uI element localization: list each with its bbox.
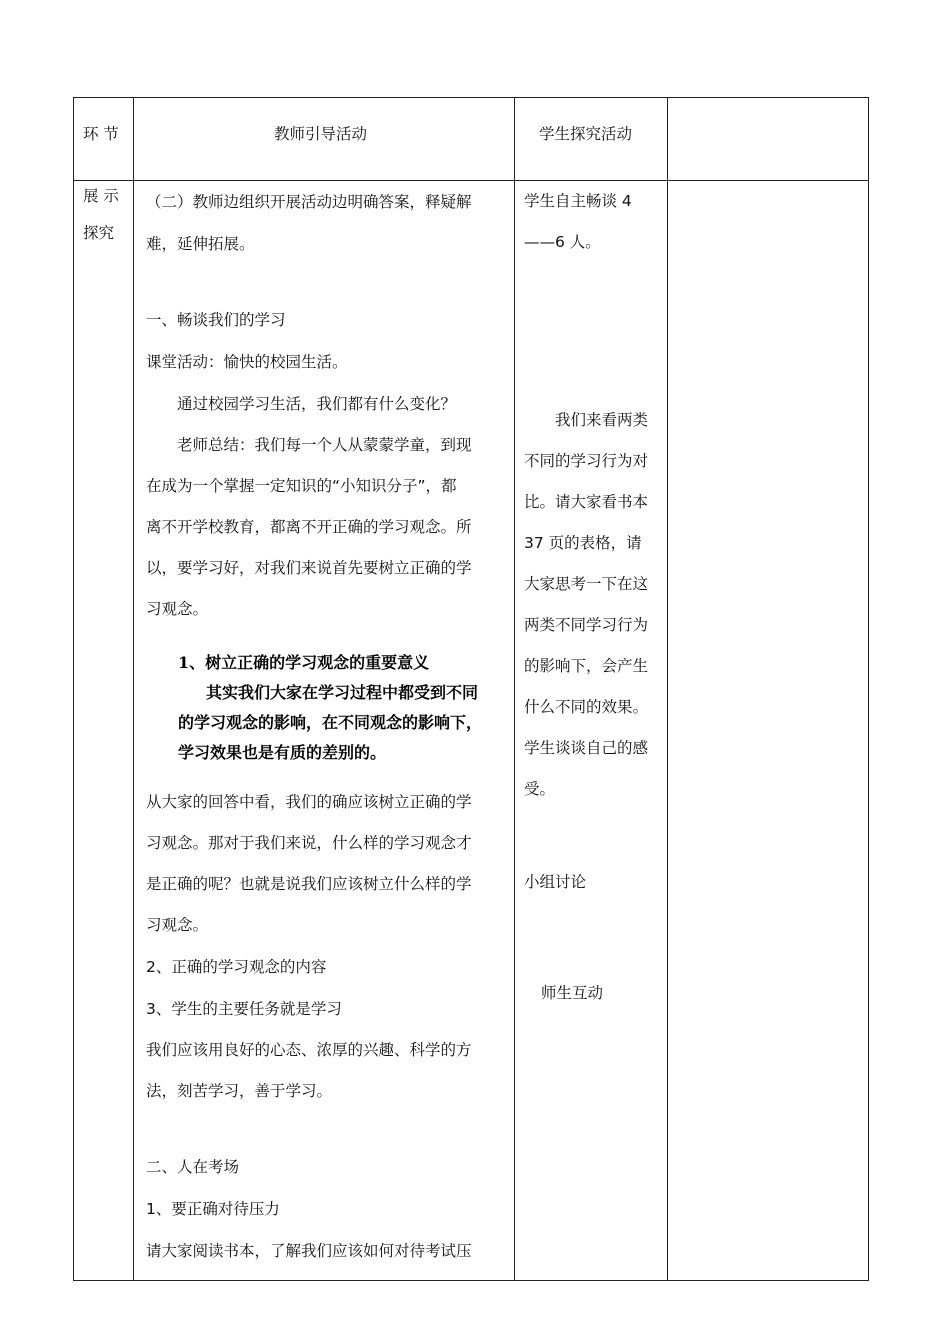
student-line: 我们来看两类 <box>555 411 649 429</box>
part1-title: 一、畅谈我们的学习 <box>146 311 286 329</box>
student-line: 的影响下，会产生 <box>524 657 649 675</box>
student-line: 比。请大家看书本 <box>524 493 649 511</box>
student-line: 小组讨论 <box>524 873 587 891</box>
header-teacher-activity: 教师引导活动 <box>274 125 368 143</box>
student-line: 什么不同的效果。 <box>524 698 649 716</box>
answer-line: 是正确的呢？也就是说我们应该树立什么样的学 <box>146 875 472 893</box>
callout-line: 其实我们大家在学习过程中都受到不同 <box>206 683 479 702</box>
method-line: 法，刻苦学习，善于学习。 <box>146 1082 333 1100</box>
callout-line: 学习效果也是有质的差别的。 <box>178 743 387 762</box>
answer-line: 习观念。 <box>146 916 209 934</box>
lesson-plan-table <box>73 97 869 1281</box>
intro-line: （二）教师边组织开展活动边明确答案，释疑解 <box>146 193 472 211</box>
student-line: 学生谈谈自己的感 <box>524 739 649 757</box>
activity-line: 课堂活动：愉快的校园生活。 <box>146 353 348 371</box>
section-label: 探究 <box>83 224 115 242</box>
student-line: 大家思考一下在这 <box>524 575 649 593</box>
header-section: 环 节 <box>83 125 119 143</box>
student-line: 37 页的表格，请 <box>524 534 642 552</box>
reading-line: 请大家阅读书本，了解我们应该如何对待考试压 <box>146 1242 472 1260</box>
handwritten-callout <box>178 648 512 768</box>
summary-line: 离不开学校教育，都离不开正确的学习观念。所 <box>146 518 472 536</box>
item-heading: 2、正确的学习观念的内容 <box>146 958 327 976</box>
student-line: 两类不同学习行为 <box>524 616 649 634</box>
column-divider <box>667 98 668 1280</box>
question-line: 通过校园学习生活，我们都有什么变化？ <box>177 395 457 413</box>
student-line: 师生互动 <box>541 984 604 1002</box>
student-activity-cell <box>524 181 664 1014</box>
callout-line: 的学习观念的影响，在不同观念的影响下， <box>178 713 483 732</box>
callout-title: 1、树立正确的学习观念的重要意义 <box>178 653 430 672</box>
student-line: 学生自主畅谈 4 <box>524 192 632 210</box>
summary-line: 习观念。 <box>146 600 209 618</box>
method-line: 我们应该用良好的心态、浓厚的兴趣、科学的方 <box>146 1041 472 1059</box>
answer-line: 从大家的回答中看，我们的确应该树立正确的学 <box>146 793 472 811</box>
student-line: 不同的学习行为对 <box>524 452 649 470</box>
summary-line: 以，要学习好，对我们来说首先要树立正确的学 <box>146 559 472 577</box>
header-student-activity: 学生探究活动 <box>539 125 633 143</box>
column-divider <box>133 98 134 1280</box>
teacher-activity-cell <box>146 181 512 1272</box>
item-heading: 1、要正确对待压力 <box>146 1200 280 1218</box>
summary-line: 在成为一个掌握一定知识的“小知识分子”，都 <box>146 477 457 495</box>
column-divider <box>514 98 515 1280</box>
answer-line: 习观念。那对于我们来说，什么样的学习观念才 <box>146 834 472 852</box>
student-line: ——6 人。 <box>524 233 601 251</box>
part2-title: 二、人在考场 <box>146 1158 240 1176</box>
student-line: 受。 <box>524 780 556 798</box>
section-label: 展 示 <box>83 187 119 205</box>
intro-line: 难，延伸拓展。 <box>146 235 255 253</box>
summary-line: 老师总结：我们每一个人从蒙蒙学童，到现 <box>177 436 472 454</box>
item-heading: 3、学生的主要任务就是学习 <box>146 1000 342 1018</box>
